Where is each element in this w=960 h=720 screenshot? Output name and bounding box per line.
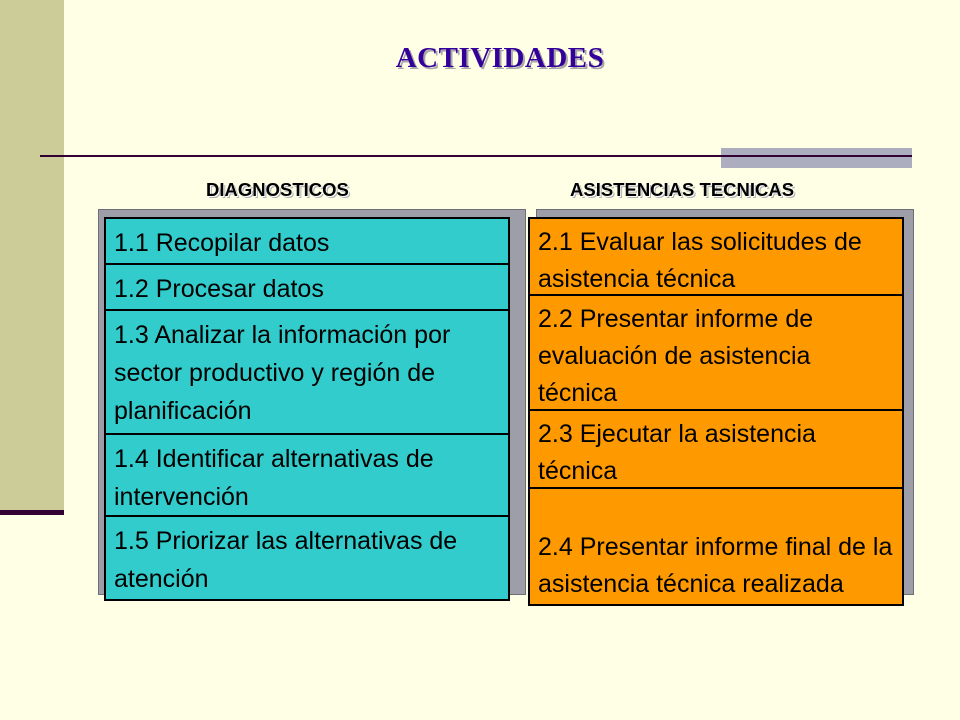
slide-title: ACTIVIDADES bbox=[395, 42, 605, 74]
activity-1-3: 1.3 Analizar la información por sector productivo y región de planificación bbox=[104, 309, 510, 435]
column-header-asistencias: ASISTENCIAS TECNICAS bbox=[570, 179, 795, 200]
activity-1-5: 1.5 Priorizar las alternativas de atención bbox=[104, 515, 510, 601]
header-rule bbox=[40, 155, 912, 157]
activity-2-3: 2.3 Ejecutar la asistencia técnica bbox=[528, 409, 904, 489]
activity-2-4: 2.4 Presentar informe final de la asistencia técnica realizada bbox=[528, 487, 904, 606]
column-header-diagnosticos: DIAGNOSTICOS bbox=[206, 179, 349, 200]
activity-1-1: 1.1 Recopilar datos bbox=[104, 217, 510, 265]
activity-2-2: 2.2 Presentar informe de evaluación de asistencia técnica bbox=[528, 294, 904, 411]
header-rule-accent bbox=[721, 148, 912, 168]
side-decor-bar bbox=[0, 0, 64, 510]
activity-1-4: 1.4 Identificar alternativas de intervención bbox=[104, 433, 510, 517]
activity-1-2: 1.2 Procesar datos bbox=[104, 263, 510, 311]
side-decor-accent bbox=[0, 510, 64, 515]
activity-2-1: 2.1 Evaluar las solicitudes de asistencia técnica bbox=[528, 217, 904, 296]
